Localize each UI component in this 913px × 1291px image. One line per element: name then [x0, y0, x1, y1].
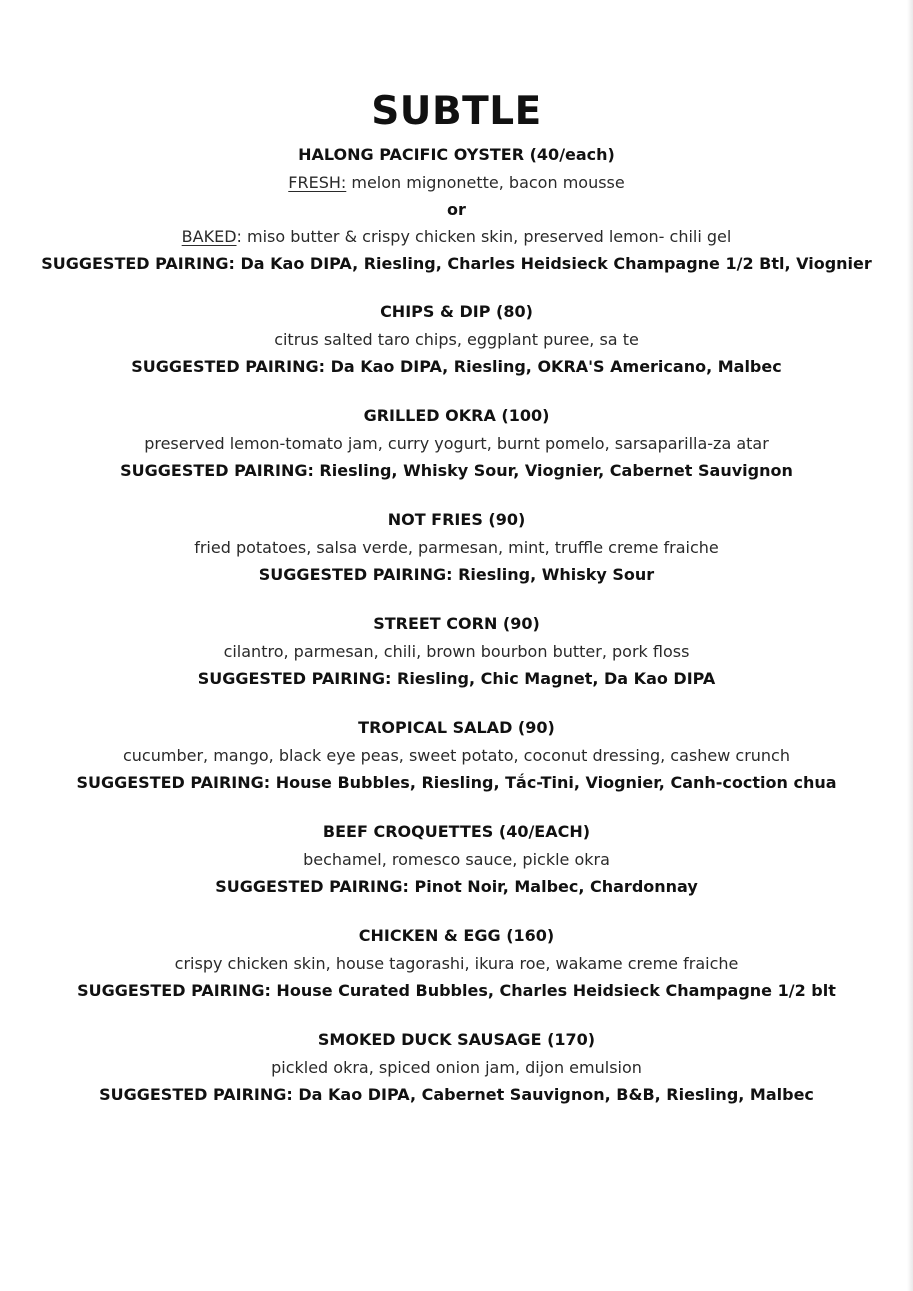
- menu-item-grilled-okra: [0, 402, 913, 485]
- item-pairing: SUGGESTED PAIRING: House Curated Bubbles, Charles Heidsieck Champagne 1/2 blt: [77, 981, 836, 1000]
- or-separator: or: [447, 200, 466, 219]
- item-description: cucumber, mango, black eye peas, sweet potato, coconut dressing, cashew crunch: [122, 746, 790, 765]
- item-description: fried potatoes, salsa verde, parmesan, mint, truffle creme fraiche: [194, 538, 719, 557]
- item-name: TROPICAL SALAD (90): [358, 718, 555, 737]
- item-description-fresh: [0, 169, 913, 196]
- item-name: CHIPS & DIP (80): [380, 302, 533, 321]
- item-description: bechamel, romesco sauce, pickle okra: [303, 850, 610, 869]
- item-name: STREET CORN (90): [373, 614, 540, 633]
- item-description: pickled okra, spiced onion jam, dijon emulsion: [271, 1058, 642, 1077]
- item-description: citrus salted taro chips, eggplant puree, sa te: [274, 330, 639, 349]
- item-pairing: SUGGESTED PAIRING: Da Kao DIPA, Riesling, OKRA'S Americano, Malbec: [131, 357, 782, 376]
- menu-item-street-corn: [0, 610, 913, 693]
- fresh-label: FRESH:: [288, 173, 347, 192]
- item-pairing: SUGGESTED PAIRING: Da Kao DIPA, Riesling, Charles Heidsieck Champagne 1/2 Btl, Viognier: [41, 254, 872, 273]
- baked-description: : miso butter & crispy chicken skin, preserved lemon- chili gel: [236, 227, 732, 246]
- menu-items: [0, 141, 913, 1130]
- menu-item-chicken-egg: [0, 922, 913, 1005]
- item-description-baked: [0, 223, 913, 250]
- item-name: GRILLED OKRA (100): [363, 406, 550, 425]
- item-pairing: SUGGESTED PAIRING: Riesling, Chic Magnet, Da Kao DIPA: [197, 669, 716, 688]
- baked-label: BAKED: [181, 227, 237, 246]
- menu-item-smoked-duck-sausage: [0, 1026, 913, 1109]
- item-description: cilantro, parmesan, chili, brown bourbon butter, pork floss: [223, 642, 690, 661]
- fresh-description: melon mignonette, bacon mousse: [346, 173, 625, 192]
- menu-item-not-fries: [0, 506, 913, 589]
- menu-title: SUBTLE: [371, 89, 542, 134]
- menu-item-oyster: [0, 141, 913, 277]
- item-pairing: SUGGESTED PAIRING: Riesling, Whisky Sour: [258, 565, 655, 584]
- menu-item-beef-croquettes: [0, 818, 913, 901]
- item-pairing: SUGGESTED PAIRING: House Bubbles, Riesling, Tắc-Tini, Viognier, Canh-coction chua: [76, 773, 837, 792]
- item-name: CHICKEN & EGG (160): [358, 926, 555, 945]
- menu-item-tropical-salad: [0, 714, 913, 797]
- item-pairing: SUGGESTED PAIRING: Riesling, Whisky Sour, Viognier, Cabernet Sauvignon: [120, 461, 793, 480]
- item-description: preserved lemon-tomato jam, curry yogurt, burnt pomelo, sarsaparilla-za atar: [144, 434, 769, 453]
- item-name: BEEF CROQUETTES (40/EACH): [322, 822, 591, 841]
- item-pairing: SUGGESTED PAIRING: Da Kao DIPA, Cabernet Sauvignon, B&B, Riesling, Malbec: [99, 1085, 814, 1104]
- menu-item-chips-dip: [0, 298, 913, 381]
- item-name: HALONG PACIFIC OYSTER (40/each): [298, 145, 615, 164]
- item-name: NOT FRIES (90): [387, 510, 526, 529]
- item-name: SMOKED DUCK SAUSAGE (170): [317, 1030, 596, 1049]
- item-description: crispy chicken skin, house tagorashi, ikura roe, wakame creme fraiche: [174, 954, 739, 973]
- item-pairing: SUGGESTED PAIRING: Pinot Noir, Malbec, Chardonnay: [215, 877, 698, 896]
